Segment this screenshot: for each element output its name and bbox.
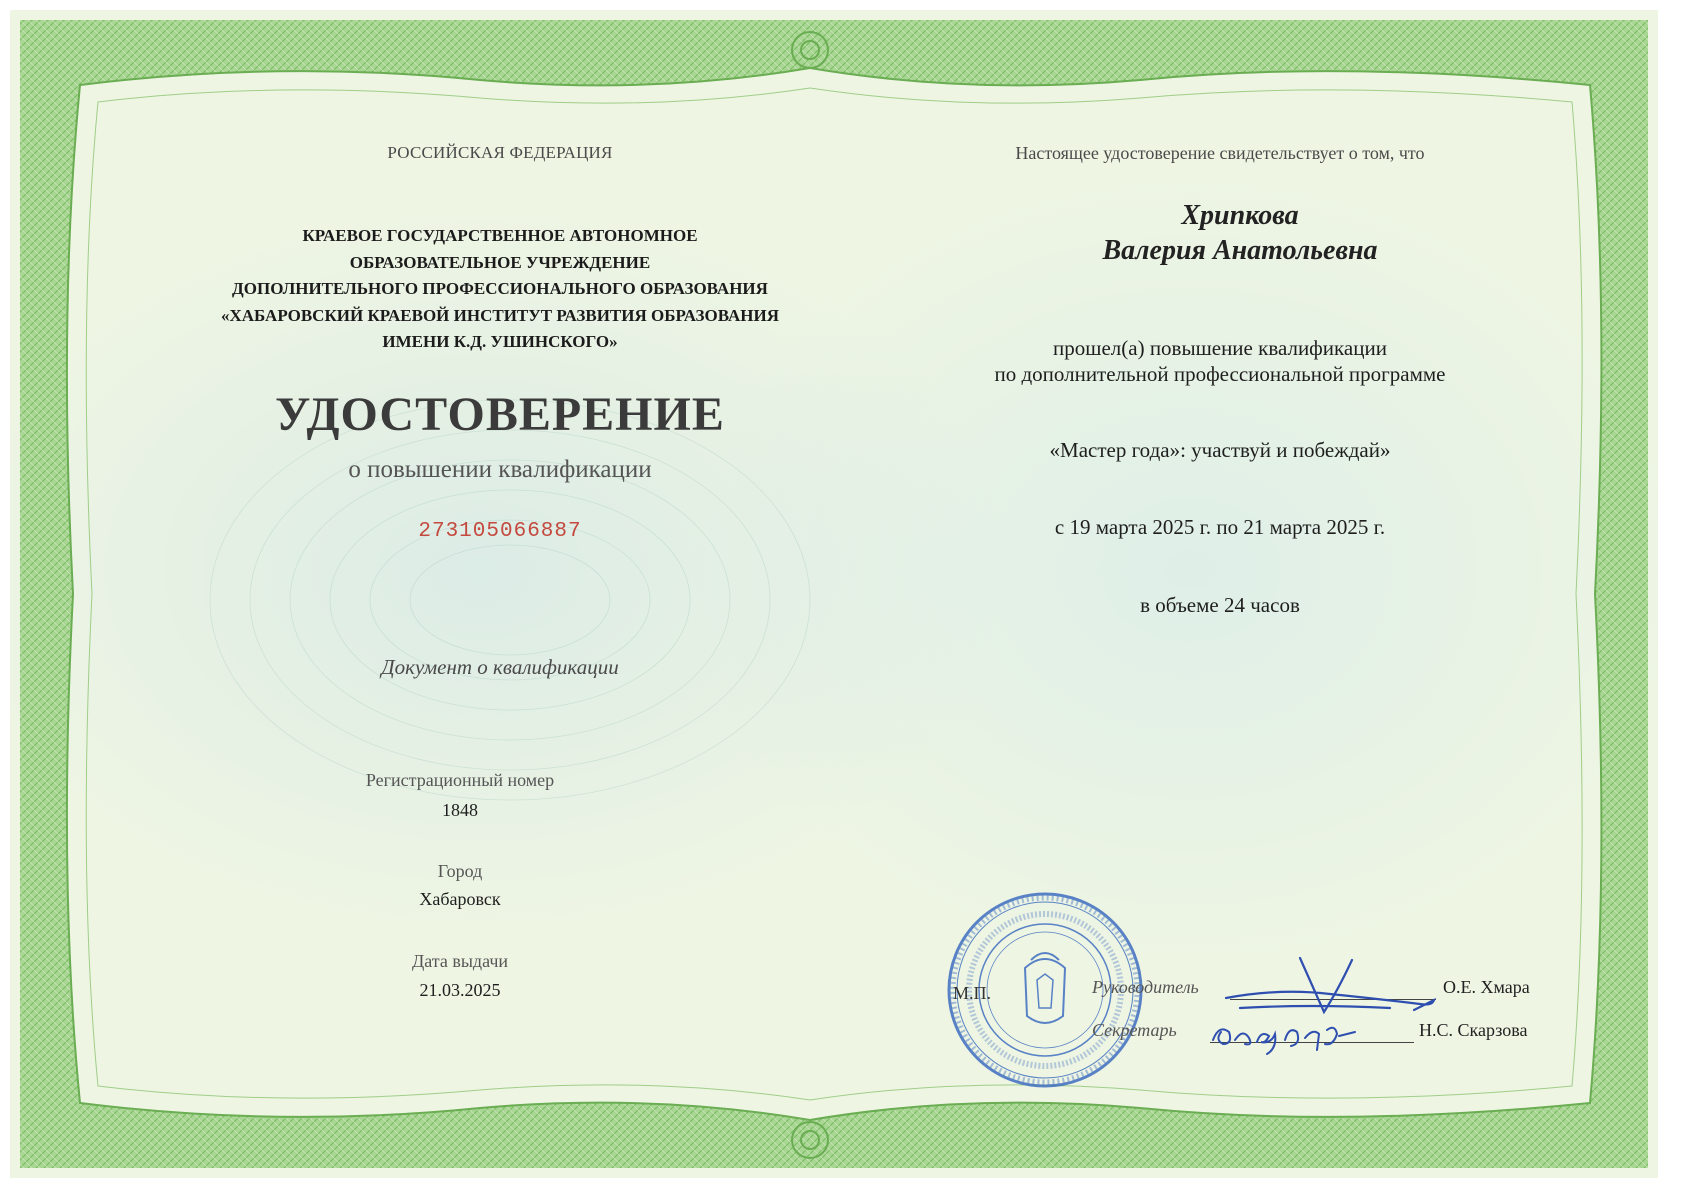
holder-surname: Хрипкова [1181, 200, 1299, 231]
certificate-title: УДОСТОВЕРЕНИЕ [275, 388, 725, 441]
organization-line: ИМЕНИ К.Д. УШИНСКОГО» [382, 332, 618, 351]
country-heading: РОССИЙСКАЯ ФЕДЕРАЦИЯ [387, 143, 613, 162]
registration-label: Регистрационный номер [365, 770, 555, 790]
certificate-spread [10, 10, 1658, 1178]
completion-text: прошел(а) повышение квалификации [1053, 336, 1387, 360]
serial-number: 273105066887 [418, 520, 582, 543]
head-name: О.Е. Хмара [1443, 977, 1530, 997]
training-volume: в объеме 24 часов [1140, 593, 1300, 617]
secretary-signature [1205, 1010, 1365, 1060]
organization-line: ДОПОЛНИТЕЛЬНОГО ПРОФЕССИОНАЛЬНОГО ОБРАЗОВАНИЯ [232, 279, 768, 298]
seal-label: М.П. [953, 983, 992, 1003]
registration-number: 1848 [442, 800, 478, 820]
secretary-signature-label: Секретарь [1092, 1020, 1177, 1040]
program-name: «Мастер года»: участвуй и побеждай» [1049, 438, 1391, 462]
document-type: Документ о квалификации [381, 655, 619, 679]
issue-date-label: Дата выдачи [411, 951, 509, 971]
training-dates: с 19 марта 2025 г. по 21 марта 2025 г. [1054, 515, 1386, 539]
secretary-name: Н.С. Скарзова [1419, 1020, 1528, 1040]
city-value: Хабаровск [419, 889, 501, 909]
issue-date: 21.03.2025 [419, 980, 501, 1000]
organization-name [130, 223, 870, 356]
city-label: Город [437, 861, 483, 881]
organization-line: «ХАБАРОВСКИЙ КРАЕВОЙ ИНСТИТУТ РАЗВИТИЯ ОБРАЗОВАНИЯ [220, 305, 780, 325]
head-signature-label: Руководитель [1092, 977, 1199, 997]
holder-given-names: Валерия Анатольевна [1102, 235, 1378, 266]
guilloche-rosette [200, 390, 820, 810]
organization-line: ОБРАЗОВАТЕЛЬНОЕ УЧРЕЖДЕНИЕ [349, 252, 651, 272]
program-type-text: по дополнительной профессиональной программе [994, 362, 1446, 386]
organization-line: КРАЕВОЕ ГОСУДАРСТВЕННОЕ АВТОНОМНОЕ [302, 226, 698, 245]
certificate-subtitle: о повышении квалификации [348, 456, 652, 483]
intro-text: Настоящее удостоверение свидетельствует о том, что [1015, 143, 1425, 163]
